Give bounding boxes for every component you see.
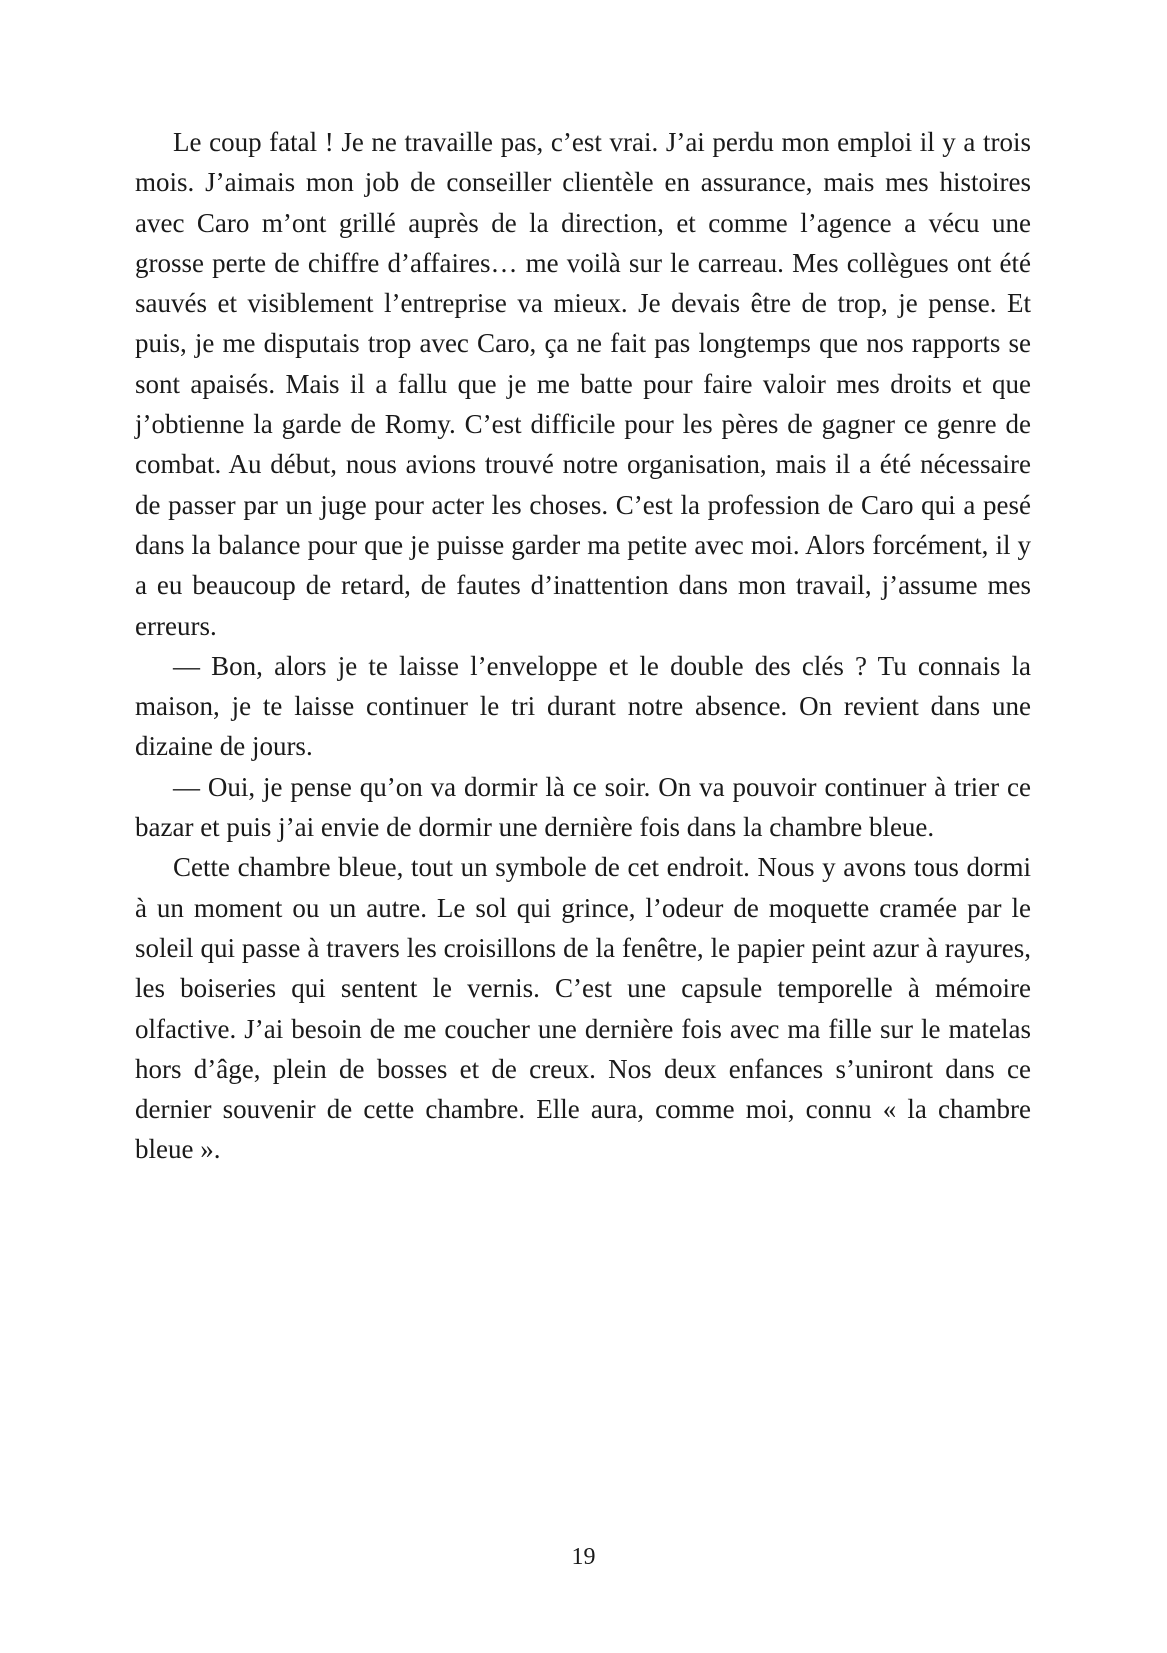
- paragraph-blue-room: Cette chambre bleue, tout un symbole de cet endroit. Nous y avons tous dormi à un moment ou un autre. Le sol qui grince, l’odeur de moquette cramée par le soleil qui passe à travers les croisillons de la fenêtre, le papier peint azur à rayures, les boiseries qui sentent le vernis. C’est une capsule temporelle à mémoire olfactive. J’ai besoin de me coucher une dernière fois avec ma fille sur le matelas hors d’âge, plein de bosses et de creux. Nos deux enfances s’uniront dans ce dernier souvenir de cette chambre. Elle aura, comme moi, connu « la chambre bleue ».: [135, 852, 1031, 1165]
- page-number: 19: [571, 1544, 596, 1570]
- body-text: [135, 122, 1031, 1170]
- paragraph-dialogue-sleep: — Oui, je pense qu’on va dormir là ce soir. On va pouvoir continuer à trier ce bazar et puis j’ai envie de dormir une dernière fois dans la chambre bleue.: [135, 771, 1031, 843]
- paragraph-dialogue-keys: — Bon, alors je te laisse l’enveloppe et le double des clés ? Tu connais la maison, je te laisse continuer le tri durant notre absence. On revient dans une dizaine de jours.: [135, 650, 1031, 762]
- paragraph-job-loss: Le coup fatal ! Je ne travaille pas, c’est vrai. J’ai perdu mon emploi il y a trois mois. J’aimais mon job de conseiller clientèle en assurance, mais mes histoires avec Caro m’ont grillé auprès de la direction, et comme l’agence a vécu une grosse perte de chiffre d’affaires… me voilà sur le carreau. Mes collègues ont été sauvés et visiblement l’entreprise va mieux. Je devais être de trop, je pense. Et puis, je me disputais trop avec Caro, ça ne fait pas longtemps que nos rapports se sont apaisés. Mais il a fallu que je me batte pour faire valoir mes droits et que j’obtienne la garde de Romy. C’est difficile pour les pères de gagner ce genre de combat. Au début, nous avions trouvé notre organisation, mais il a été nécessaire de passer par un juge pour acter les choses. C’est la profession de Caro qui a pesé dans la balance pour que je puisse garder ma petite avec moi. Alors forcément, il y a eu beaucoup de retard, de fautes d’inattention dans mon travail, j’assume mes erreurs.: [135, 127, 1031, 641]
